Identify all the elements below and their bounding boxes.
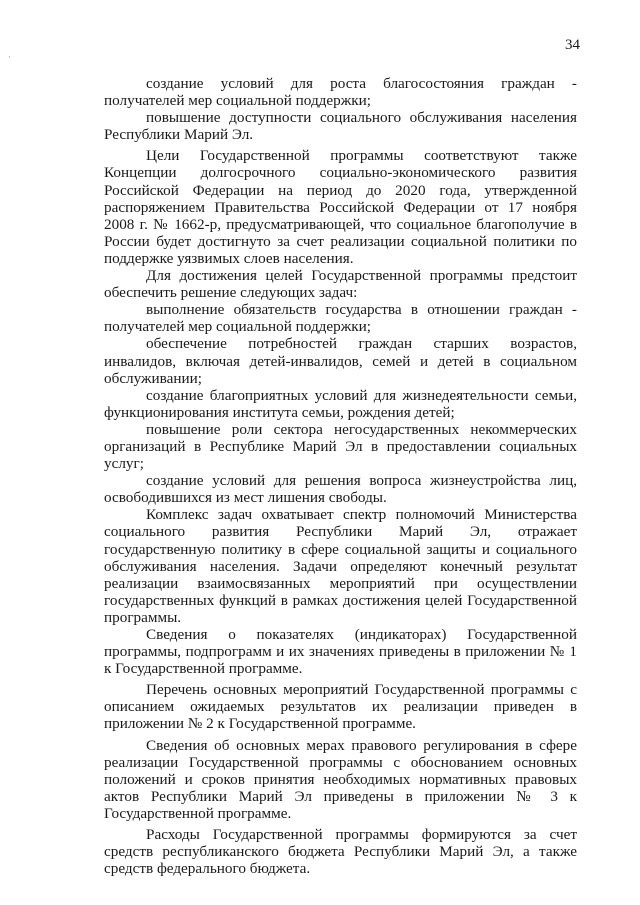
paragraph: Сведения об основных мерах правового регулирования в сфере реализации Государственной программы с обоснованием основных положений и сроков принятия необходимых нормативных правовых актов Республики Марий Эл приведены в приложении № 3 к Государственной программе. bbox=[104, 736, 577, 822]
margin-mark: · bbox=[8, 52, 11, 62]
paragraph: Цели Государственной программы соответствуют также Концепции долгосрочного социально-экономического развития Российской Федерации на период до 2020 года, утвержденной распоряжением Правительства Российской Федерации от 17 ноября 2008 г. № 1662-р, предусматривающей, что социальное благополучие в России будет достигнуто за счет реализации социальной политики по поддержке уязвимых слоев населения. bbox=[104, 147, 577, 267]
paragraph: обеспечение потребностей граждан старших возрастов, инвалидов, включая детей-инвалидов, семей и детей в социальном обслуживании; bbox=[104, 335, 577, 387]
page-number: 34 bbox=[565, 37, 580, 53]
paragraph: Перечень основных мероприятий Государственной программы с описанием ожидаемых результатов их реализации приведен в приложении № 2 к Государственной программе. bbox=[104, 681, 577, 733]
paragraph: повышение доступности социального обслуживания населения Республики Марий Эл. bbox=[104, 109, 577, 144]
paragraph: Комплекс задач охватывает спектр полномочий Министерства социального развития Республики Марий Эл, отражает государственную политику в сфере социальной защиты и социального обслуживания населения. Задачи определяют конечный результат реализации взаимосвязанных мероприятий при осуществлении государственных функций в рамках достижения целей Государственной программы. bbox=[104, 506, 577, 626]
paragraph: выполнение обязательств государства в отношении граждан - получателей мер социальной поддержки; bbox=[104, 301, 577, 336]
document-body bbox=[104, 75, 577, 877]
paragraph: создание условий для роста благосостояния граждан - получателей мер социальной поддержки; bbox=[104, 75, 577, 110]
paragraph: Для достижения целей Государственной программы предстоит обеспечить решение следующих задач: bbox=[104, 267, 577, 302]
paragraph: создание благоприятных условий для жизнедеятельности семьи, функционирования института семьи, рождения детей; bbox=[104, 386, 577, 421]
paragraph: Расходы Государственной программы формируются за счет средств республиканского бюджета Республики Марий Эл, а также средств федерального бюджета. bbox=[104, 826, 577, 878]
paragraph: создание условий для решения вопроса жизнеустройства лиц, освободившихся из мест лишения свободы. bbox=[104, 472, 577, 507]
paragraph: Сведения о показателях (индикаторах) Государственной программы, подпрограмм и их значениях приведены в приложении № 1 к Государственной программе. bbox=[104, 626, 577, 678]
paragraph: повышение роли сектора негосударственных некоммерческих организаций в Республике Марий Эл в предоставлении социальных услуг; bbox=[104, 420, 577, 473]
